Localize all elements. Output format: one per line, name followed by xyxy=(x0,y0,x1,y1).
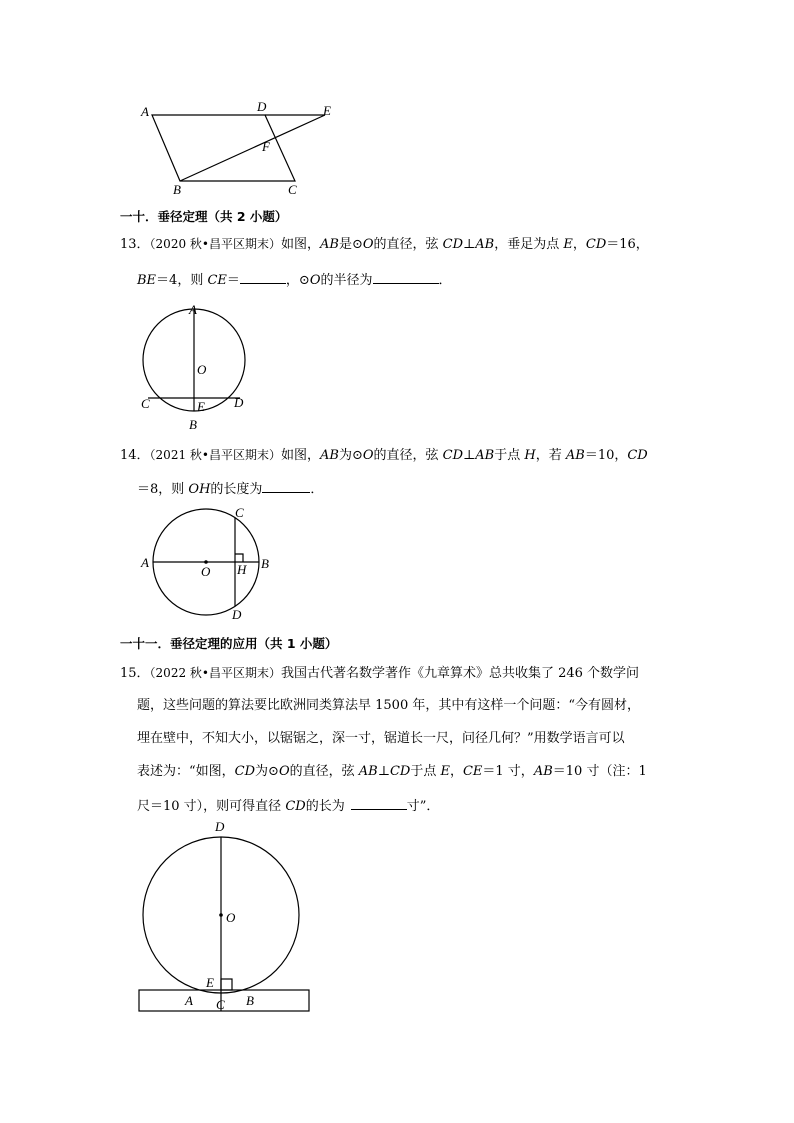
q15-line-2: 题，这些问题的算法要比欧洲同类算法早 1500 年，其中有这样一个问题：“今有圆材， xyxy=(137,698,640,713)
q15-answer-blank-diameter[interactable] xyxy=(351,797,407,810)
q14-figure xyxy=(135,503,280,623)
q15-center-dot xyxy=(219,913,223,917)
q13-label-c: C xyxy=(141,396,150,411)
label-f: F xyxy=(262,139,270,154)
segment-be xyxy=(180,115,325,181)
section-heading-perpendicular-diameter-application: 一十一．垂径定理的应用（共 1 小题） xyxy=(120,636,338,651)
q14-number: 14． xyxy=(120,448,150,463)
q14-answer-blank-oh[interactable] xyxy=(262,480,310,493)
q14-line-1: 14．（2021 秋•昌平区期末）如图，AB为⊙O的直径，弦 CD⊥AB于点 H，若 AB＝10，CD xyxy=(120,448,648,463)
q14-label-c: C xyxy=(235,505,244,520)
q15-number: 15． xyxy=(120,666,150,681)
q14-label-d: D xyxy=(232,607,242,622)
q13-number: 13． xyxy=(120,237,150,252)
q14-right-angle-mark xyxy=(235,554,243,562)
q13-answer-blank-ce[interactable] xyxy=(240,271,286,284)
q15-right-angle-mark xyxy=(221,979,232,990)
label-a: A xyxy=(141,104,149,119)
q15-label-o: O xyxy=(226,910,236,925)
label-c: C xyxy=(288,182,297,197)
q14-label-a: A xyxy=(141,555,149,570)
section-heading-perpendicular-diameter: 一十．垂径定理（共 2 小题） xyxy=(120,209,288,224)
q13-label-a: A xyxy=(189,302,197,317)
q13-label-o: O xyxy=(197,362,207,377)
q15-line-3: 埋在壁中，不知大小，以锯锯之，深一寸，锯道长一尺，问径几何？”用数学语言可以 xyxy=(137,731,625,746)
q15-label-d: D xyxy=(215,819,225,834)
q15-line-5: 尺＝10 寸），则可得直径 CD的长为 寸”． xyxy=(137,799,440,814)
q14-label-b: B xyxy=(261,556,269,571)
label-d: D xyxy=(257,99,267,114)
q13-source: （2020 秋•昌平区期末） xyxy=(149,237,281,251)
q15-label-b: B xyxy=(246,993,254,1008)
q15-line-1: 15．（2022 秋•昌平区期末）我国古代著名数学著作《九章算术》总共收集了 246 个数学问 xyxy=(120,666,640,681)
q15-line-4: 表述为：“如图，CD为⊙O的直径，弦 AB⊥CD于点 E，CE＝1 寸，AB＝10 寸（注：1 xyxy=(137,764,647,779)
q15-figure xyxy=(135,815,320,1017)
q13-line-1: 13．（2020 秋•昌平区期末）如图，AB是⊙O的直径，弦 CD⊥AB，垂足为点 E，CD＝16， xyxy=(120,237,649,252)
q13-label-d: D xyxy=(234,395,244,410)
q14-source: （2021 秋•昌平区期末） xyxy=(149,448,281,462)
q15-label-c: C xyxy=(216,997,225,1012)
q13-line-2: BE＝4，则 CE＝ ，⊙O的半径为 ． xyxy=(137,273,452,288)
label-e: E xyxy=(323,103,331,118)
q13-answer-blank-radius[interactable] xyxy=(373,271,439,284)
q13-label-b: B xyxy=(189,417,197,432)
q15-label-e: E xyxy=(206,975,214,990)
parallelogram-abcd xyxy=(152,115,295,181)
figure-parallelogram xyxy=(135,95,350,200)
q14-label-o: O xyxy=(201,564,211,579)
q15-label-a: A xyxy=(185,993,193,1008)
q14-line-2: ＝8，则 OH的长度为 ． xyxy=(137,482,324,497)
q14-label-h: H xyxy=(237,562,247,577)
q13-label-e: E xyxy=(197,399,205,414)
label-b: B xyxy=(173,182,181,197)
q15-source: （2022 秋•昌平区期末） xyxy=(149,666,281,680)
q13-figure xyxy=(135,300,260,435)
